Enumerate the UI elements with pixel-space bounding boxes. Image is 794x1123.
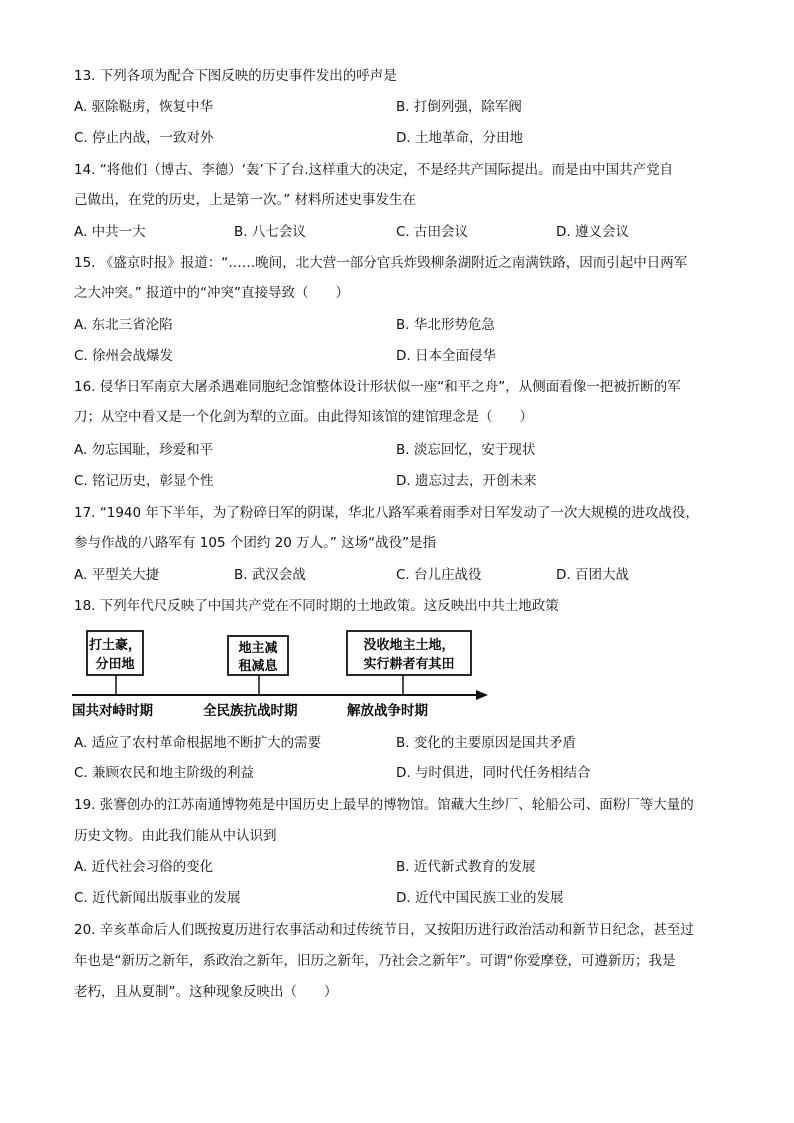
q17-option-a: A. 平型关大捷: [74, 567, 160, 583]
q19-option-c: C. 近代新闻出版事业的发展: [74, 890, 241, 906]
question-18-stem: 18. 下列年代尺反映了中国共产党在不同时期的土地政策。这反映出中共土地政策: [74, 598, 559, 614]
question-16-stem-line-1: 16. 侵华日军南京大屠杀遇难同胞纪念馆整体设计形状似一座“和平之舟”，从侧面看像一把被折断的军: [74, 379, 681, 395]
q15-option-a: A. 东北三省沦陷: [74, 317, 173, 333]
q15-option-d: D. 日本全面侵华: [396, 348, 496, 364]
q17-option-c: C. 台儿庄战役: [396, 567, 482, 583]
question-20-stem-line-1: 20. 辛亥革命后人们既按夏历进行农事活动和过传统节日，又按阳历进行政治活动和新节日纪念，甚至过: [74, 922, 694, 938]
q13-option-a: A. 驱除鞑虏，恢复中华: [74, 99, 214, 115]
q17-option-d: D. 百团大战: [556, 567, 629, 583]
question-20-stem-line-3: 老朽，且从夏制”。这种现象反映出（ ）: [74, 984, 338, 1000]
q14-option-a: A. 中共一大: [74, 224, 146, 240]
q17-option-b: B. 武汉会战: [234, 567, 306, 583]
policy-box-3-line-2: 实行耕者有其田: [363, 657, 455, 672]
q16-option-d: D. 遗忘过去，开创未来: [396, 473, 537, 489]
q16-option-a: A. 勿忘国耻，珍爱和平: [74, 442, 214, 458]
question-16-stem-line-2: 刀；从空中看又是一个化剑为犁的立面。由此得知该馆的建馆理念是（ ）: [74, 409, 533, 425]
q18-option-a: A. 适应了农村革命根据地不断扩大的需要: [74, 735, 322, 751]
q14-option-b: B. 八七会议: [234, 224, 306, 240]
policy-box-1-line-2: 分田地: [95, 657, 135, 672]
question-17-stem-line-1: 17. “1940 年下半年，为了粉碎日军的阴谋，华北八路军乘着雨季对日军发动了一次大规模的进攻战役，: [74, 505, 699, 521]
question-17-stem-line-2: 参与作战的八路军有 105 个团约 20 万人。” 这场“战役”是指: [74, 535, 437, 551]
q16-option-b: B. 淡忘回忆，安于现状: [396, 442, 536, 458]
question-14-stem-line-1: 14. “将他们（博古、李德）‘轰’下了台.这样重大的决定，不是经共产国际提出。而是由中国共产党自: [74, 162, 674, 178]
period-label-3: 解放战争时期: [347, 703, 428, 719]
q18-option-c: C. 兼顾农民和地主阶级的利益: [74, 765, 255, 781]
question-15-stem-line-1: 15. 《盛京时报》报道：“……晚间，北大营一部分官兵炸毁柳条湖附近之南满铁路，因而引起中日两军: [74, 255, 688, 271]
q18-option-b: B. 变化的主要原因是国共矛盾: [396, 735, 576, 751]
policy-box-3-line-1: 没收地主土地，: [363, 638, 455, 653]
q14-option-c: C. 古田会议: [396, 224, 469, 240]
policy-box-2-line-1: 地主减: [238, 641, 278, 656]
question-20-stem-line-2: 年也是“新历之新年，系政治之新年，旧历之新年，乃社会之新年”。可谓“你爱摩登，可遵新历；我是: [74, 953, 676, 969]
q16-option-c: C. 铭记历史，彰显个性: [74, 473, 214, 489]
question-13-stem: 13. 下列各项为配合下图反映的历史事件发出的呼声是: [74, 68, 397, 84]
q13-option-b: B. 打倒列强，除军阀: [396, 99, 522, 115]
question-19-stem-line-1: 19. 张謇创办的江苏南通博物苑是中国历史上最早的博物馆。馆藏大生纱厂、轮船公司、面粉厂等大量的: [74, 797, 694, 813]
policy-box-1-line-1: 打土豪，: [88, 638, 142, 653]
question-19-stem-line-2: 历史文物。由此我们能从中认识到: [74, 828, 277, 844]
q19-option-d: D. 近代中国民族工业的发展: [396, 890, 564, 906]
period-label-1: 国共对峙时期: [72, 703, 153, 719]
q18-option-d: D. 与时俱进，同时代任务相结合: [396, 765, 591, 781]
question-15-stem-line-2: 之大冲突。” 报道中的“冲突”直接导致（ ）: [74, 285, 350, 301]
q13-option-c: C. 停止内战，一致对外: [74, 130, 214, 146]
period-label-2: 全民族抗战时期: [203, 703, 298, 719]
question-14-stem-line-2: 己做出，在党的历史，上是第一次。” 材料所述史事发生在: [74, 192, 417, 208]
q19-option-b: B. 近代新式教育的发展: [396, 859, 536, 875]
q14-option-d: D. 遵义会议: [556, 224, 629, 240]
land-policy-timeline: [70, 628, 490, 720]
policy-box-2-line-2: 租减息: [238, 659, 278, 674]
timeline-arrowhead: [476, 690, 488, 700]
q19-option-a: A. 近代社会习俗的变化: [74, 859, 214, 875]
q15-option-c: C. 徐州会战爆发: [74, 348, 174, 364]
q15-option-b: B. 华北形势危急: [396, 317, 495, 333]
q13-option-d: D. 土地革命，分田地: [396, 130, 523, 146]
